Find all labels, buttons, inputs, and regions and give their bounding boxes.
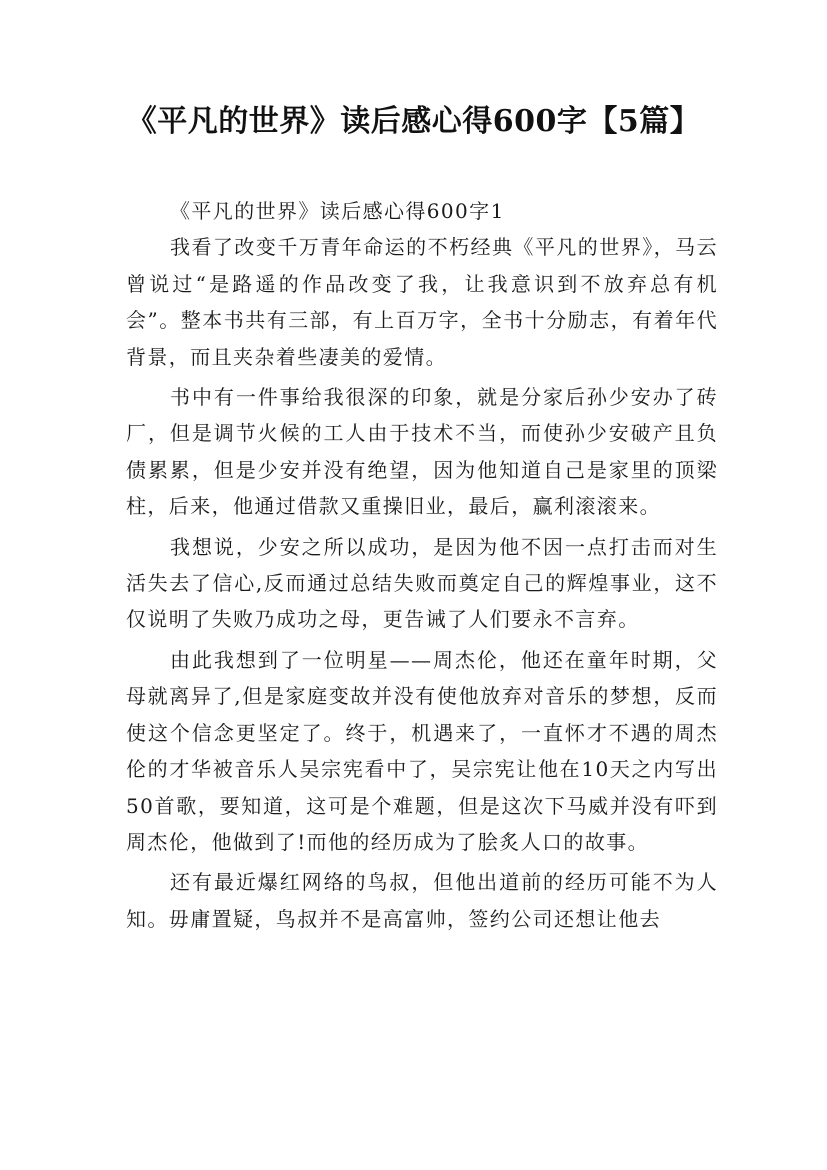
paragraph: 书中有一件事给我很深的印象，就是分家后孙少安办了砖厂，但是调节火候的工人由于技术不当，而使孙少安破产且负债累累，但是少安并没有绝望，因为他知道自己是家里的顶梁柱，后来，他通过借款又重操旧业，最后，赢利滚滚来。 [126,385,718,519]
paragraph: 由此我想到了一位明星——周杰伦，他还在童年时期，父母就离异了,但是家庭变故并没有使他放弃对音乐的梦想，反而使这个信念更坚定了。终于，机遇来了，一直怀才不遇的周杰伦的才华被音乐人吴宗宪看中了，吴宗宪让他在10天之内写出50首歌，要知道，这可是个难题，但是这次下马威并没有吓到周杰伦，他做到了!而他的经历成为了脍炙人口的故事。 [126,647,718,854]
paragraph: 我想说，少安之所以成功，是因为他不因一点打击而对生活失去了信心,反而通过总结失败而奠定自己的辉煌事业，这不仅说明了失败乃成功之母，更告诫了人们要永不言弃。 [126,534,718,632]
paragraph: 我看了改变千万青年命运的不朽经典《平凡的世界》，马云曾说过“是路遥的作品改变了我，让我意识到不放弃总有机会”。整本书共有三部，有上百万字，全书十分励志，有着年代背景，而且夹杂着些凄美的爱情。 [126,235,718,369]
document-body [126,193,718,937]
paragraph: 还有最近爆红网络的鸟叔，但他出道前的经历可能不为人知。毋庸置疑，鸟叔并不是高富帅，签约公司还想让他去 [126,870,718,931]
document-title: 《平凡的世界》读后感心得600字【5篇】 [126,104,701,139]
section-heading: 《平凡的世界》读后感心得600字1 [170,199,505,223]
